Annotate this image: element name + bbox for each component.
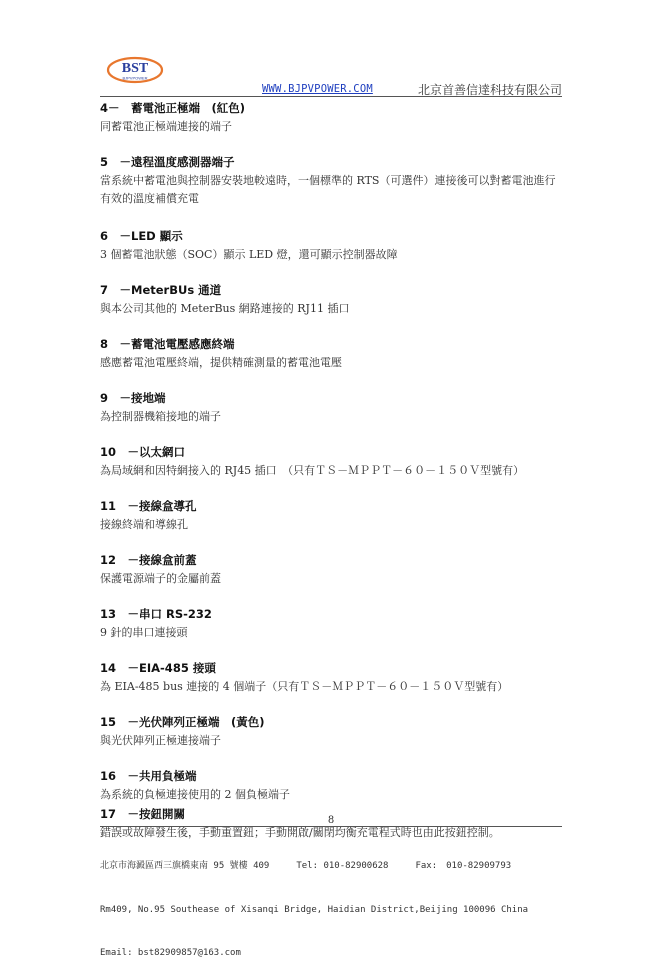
entry-15 [100,712,566,750]
entry-description: 與本公司其他的 MeterBus 網路連接的 RJ11 插口 [100,302,350,315]
entry-title: 17 －按鈕開關 [100,807,186,821]
page-footer [100,830,570,975]
entry-title: 7 －MeterBUs 通道 [100,283,222,297]
entry-title: 5 －遠程溫度感測器端子 [100,155,235,169]
entry-description: 為系統的負極連接使用的 2 個負極端子 [100,788,290,801]
entry-13 [100,604,566,642]
entry-8 [100,334,566,372]
entry-title: 16 －共用負極端 [100,769,197,783]
entry-12 [100,550,566,588]
entry-title: 10 －以太網口 [100,445,186,459]
entry-5 [100,152,566,208]
entry-title: 13 －串口 RS-232 [100,607,212,621]
entry-6 [100,226,566,264]
entry-title: 9 －接地端 [100,391,166,405]
entry-9 [100,388,566,426]
entry-10 [100,442,566,480]
footer-divider [100,826,562,827]
company-name: 北京首善信達科技有限公司 [417,83,562,97]
entry-description: 錯誤或故障發生後，手動重置鈕；手動開啟/關閉均衡充電程式時也由此按鈕控制。 [100,826,500,839]
entry-description: 保護電源端子的金屬前蓋 [100,572,221,585]
entry-title: 12 －接線盒前蓋 [100,553,197,567]
company-logo [106,56,164,84]
entry-7 [100,280,566,318]
entry-11 [100,496,566,534]
entry-14 [100,658,566,696]
page-header [0,0,662,96]
entry-description: 接線終端和導線孔 [100,518,188,531]
entry-description: 為 EIA-485 bus 連接的 4 個端子（只有ＴＳ－ＭＰＰＴ－６０－１５０Ｖ型號有） [100,680,509,693]
entry-16 [100,766,566,804]
entry-title: 4－ 蓄電池正極端 (紅色) [100,101,246,115]
entry-title: 8 －蓄電池電壓感應終端 [100,337,235,351]
svg-text:BST: BST [121,61,149,76]
entry-description: 9 針的串口連接頭 [100,626,188,639]
document-body [100,96,566,842]
entry-description: 同蓄電池正極端連接的端子 [100,120,232,133]
page-number: 8 [327,815,335,826]
footer-address-en: Rm409, No.95 Southease of Xisanqi Bridge, Haidian District,Beijing 100096 China [100,904,529,915]
footer-email: Email: bst82909857@163.com [100,948,241,958]
svg-text:BJPVPOWER: BJPVPOWER [122,75,148,81]
entry-description: 感應蓄電池電壓終端，提供精確測量的蓄電池電壓 [100,356,342,369]
entry-title: 6 －LED 顯示 [100,229,183,243]
entry-4 [100,98,566,136]
entry-title: 14 －EIA-485 接頭 [100,661,216,675]
entry-title: 15 －光伏陣列正極端 (黃色) [100,715,265,729]
entry-description: 為控制器機箱接地的端子 [100,410,221,423]
website-link[interactable]: WWW.BJPVPOWER.COM [262,83,373,95]
entry-title: 11 －接線盒導孔 [100,499,197,513]
footer-address-cn: 北京市海澱區西三旗橋東南 95 號樓 409 Tel: 010-82900628 Fax: 010-82909793 [100,861,512,871]
entry-description: 為局域網和因特網接入的 RJ45 插口 （只有ＴＳ－ＭＰＰＴ－６０－１５０Ｖ型號有） [100,464,525,477]
entry-description: 與光伏陣列正極連接端子 [100,734,221,747]
entry-description: 當系統中蓄電池與控制器安裝地較遠時，一個標準的 RTS（可選件）連接後可以對蓄電池進行有效的溫度補償充電 [100,174,556,205]
entry-description: 3 個蓄電池狀態（SOC）顯示 LED 燈，還可顯示控制器故障 [100,248,398,261]
